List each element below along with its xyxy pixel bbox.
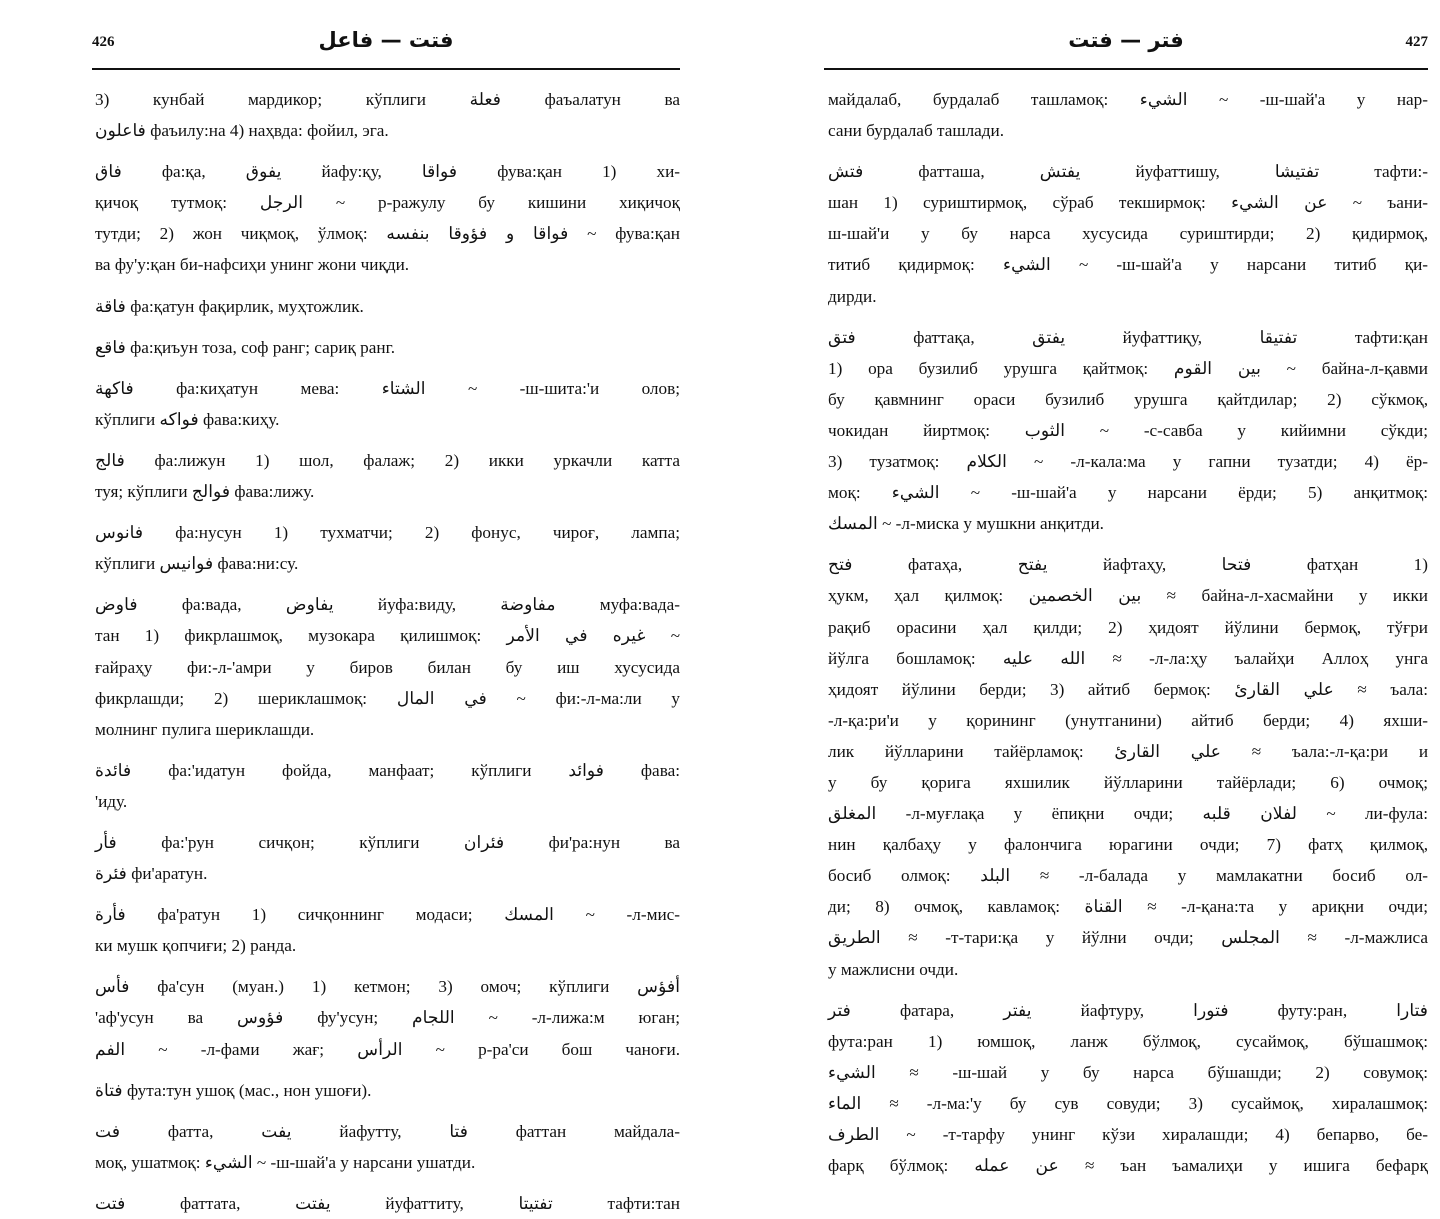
text-line: моқ, ушатмоқ: الشيء ~ -ш-шай'а у нарсани ушатди.	[95, 1152, 476, 1172]
text-line: فأس фа'сун (муан.) 1) кетмон; 3) омоч; кўплиги أفؤس	[95, 977, 680, 997]
right-page-number: 427	[1405, 34, 1428, 50]
text-line: бу қавмнинг ораси бузилиб урушга қайтдилар; 2) сўкмоқ,	[828, 389, 1428, 409]
text-line: فئرة фи'аратун.	[95, 864, 208, 884]
text-line: ғайраҳу фи:-л-'амри у биров билан бу иш хусусида	[95, 657, 680, 677]
text-line: фикрлашди; 2) шериклашмоқ: في المال ~ фи:-л-ма:ли у	[95, 688, 681, 708]
text-line: فأرة фа'ратун 1) сичқоннинг модаси; المسك ~ -л-мис-	[95, 905, 680, 925]
text-line: туя; кўплиги فوالج фава:лижу.	[95, 482, 315, 502]
text-line: فاقع фа:қиъун тоза, соф ранг; сариқ ранг.	[95, 337, 396, 357]
text-line: فانوس фа:нусун 1) тухматчи; 2) фонус, чироғ, лампа;	[95, 523, 680, 543]
text-line: فاوض фа:вада, يفاوض йуфа:виду, مفاوضة муфа:вада-	[95, 595, 680, 615]
text-line: المغلق -л-муғлақа у ёпиқни очди; لفلان قلبه ~ ли-фула:	[828, 804, 1428, 824]
text-line: الفم ~ -л-фами жағ; الرأس ~ р-ра'си бош чаноғи.	[95, 1039, 680, 1059]
text-line: у мажлисни очди.	[828, 959, 959, 979]
text-line: нин қалбаҳу у фалончига юрагини очди; 7) фатҳ қилмоқ,	[828, 835, 1428, 855]
left-page-number: 426	[92, 34, 115, 50]
text-line: ки мушк қопчиғи; 2) ранда.	[95, 936, 297, 956]
text-line: у бу қорига яхшилик йўлларини тайёрлади; 6) очмоқ;	[828, 772, 1428, 792]
text-line: فتح фатаҳа, يفتح йафтаҳу, فتحا фатҳан 1)	[828, 555, 1428, 575]
text-line: فتت фаттата, يفتت йуфаттиту, تفتيتا тафти:тан	[95, 1193, 680, 1213]
left-page-title: فتت — فاعل	[318, 28, 454, 52]
text-line: الشيء ≈ -ш-шай у бу нарса бўшашди; 2) совумоқ:	[828, 1062, 1428, 1082]
text-line: кўплиги فوانيس фава:ни:су.	[95, 554, 299, 574]
text-line: фарқ бўлмоқ: عن عمله ≈ ъан ъамалиҳи у ишига бефарқ	[828, 1156, 1428, 1176]
right-page-body	[828, 84, 1428, 1181]
text-line: فتر фатара, يفتر йафтуру, فتورا футу:ран, فتارا	[828, 1000, 1428, 1020]
left-page-header	[92, 28, 680, 70]
text-line: ди; 8) очмоқ, кавламоқ: القناة ≈ -л-қана:та у ариқни очди;	[828, 897, 1428, 917]
text-line: йўлга бошламоқ: الله عليه ≈ -л-ла:ҳу ъалайҳи Аллоҳ унга	[828, 648, 1429, 668]
text-line: ҳукм, ҳал қилмоқ: بين الخصمين ≈ байна-л-хаcмайни у икки	[828, 586, 1428, 606]
text-line: тан 1) фикрлашмоқ, музокара қилишмоқ: غيره في الأمر ~	[95, 626, 680, 646]
text-line: فت фатта, يفت йафутту, فتا фаттан майдала-	[95, 1121, 681, 1141]
left-page	[0, 0, 720, 1213]
text-line: الطريق ≈ -т-тари:қа у йўлни очди; المجلس ≈ -л-мажлиса	[828, 928, 1428, 948]
text-line: فاقة фа:қатун фақирлик, муҳтожлик.	[95, 296, 364, 316]
text-line: 'иду.	[95, 791, 128, 811]
text-line: дирди.	[828, 286, 877, 306]
text-line: лик йўлларини тайёрламоқ: علي القارئ ≈ ъала:-л-қа:ри и	[828, 741, 1429, 761]
text-line: майдалаб, бурдалаб ташламоқ: الشيء ~ -ш-шай'а у нар-	[828, 90, 1428, 109]
text-line: فأر фа:'рун сичқон; кўплиги فئران фи'ра:нун ва	[95, 832, 680, 852]
text-line: тутди; 2) жон чиқмоқ, ўлмоқ: فواقا و فؤوقا بنفسه ~ фува:қан	[95, 224, 680, 244]
text-line: моқ: الشيء ~ -ш-шай'а у нарсани ёрди; 5) анқитмоқ:	[828, 483, 1428, 503]
text-line: чокидан йиртмоқ: الثوب ~ -с-савба у кийимни сўкди;	[828, 420, 1428, 440]
right-page-title: فتر — فتت	[1068, 28, 1184, 52]
text-line: фута:ран 1) юмшоқ, ланж бўлмоқ, сусаймоқ, бўшашмоқ:	[828, 1031, 1428, 1051]
text-line: ш-шай'и у бу нарса хусусида суриштирди; 2) қидирмоқ,	[828, 224, 1428, 244]
text-line: فاكهة фа:киҳатун мева: الشتاء ~ -ш-шита:'и олов;	[95, 378, 680, 398]
text-line: рақиб орасини ҳал қилди; 2) ҳидоят йўлини бермоқ, тўғри	[828, 617, 1428, 637]
text-line: титиб қидирмоқ: الشيء ~ -ш-шай'а у нарсани титиб қи-	[828, 255, 1428, 275]
text-line: فتق фаттақа, يفتق йуфаттиқу, تفتيقا тафти:қан	[828, 327, 1428, 347]
text-line: فاعلون фаъилу:на 4) наҳвда: фойил, эга.	[95, 121, 389, 141]
right-page-header	[824, 28, 1428, 70]
text-line: 1) ора бузилиб урушга қайтмоқ: بين القوم ~ байна-л-қавми	[828, 358, 1429, 378]
text-line: шан 1) суриштирмоқ, сўраб текширмоқ: عن الشيء ~ ъани-	[828, 193, 1428, 213]
left-page-body	[95, 84, 680, 1219]
text-line: кўплиги فواكه фава:киҳу.	[95, 409, 280, 429]
text-line: -л-қа:ри'и у қорининг (унутганини) айтиб берди; 4) яхши-	[828, 710, 1428, 730]
text-line: المسك ~ -л-миска у мушкни анқитди.	[828, 514, 1104, 534]
text-line: الماء ≈ -л-ма:'у бу сув совуди; 3) сусаймоқ, хиралашмоқ:	[828, 1093, 1428, 1113]
text-line: فاق фа:қа, يفوق йафу:қу, فواقا фува:қан 1) хи-	[95, 162, 680, 182]
text-line: 3) тузатмоқ: الكلام ~ -л-кала:ма у гапни тузатди; 4) ёр-	[828, 452, 1428, 472]
text-line: 3) кунбай мардикор; кўплиги فعلة фаъалатун ва	[95, 90, 680, 109]
text-line: 'аф'усун ва فؤوس фу'усун; اللجام ~ -л-лижа:м юган;	[95, 1008, 681, 1028]
text-line: الطرف ~ -т-тарфу унинг кўзи хиралашди; 4) бепарво, бе-	[828, 1125, 1428, 1144]
text-line: فالج фа:лижун 1) шол, фалаж; 2) икки уркачли катта	[95, 450, 680, 470]
text-line: فائدة фа:'идатун фойда, манфаат; кўплиги فوائد фава:	[95, 760, 680, 780]
text-line: ҳидоят йўлини берди; 3) айтиб бермоқ: علي القارئ ≈ ъала:	[828, 679, 1429, 699]
text-line: ва фу'у:қан би-нафсиҳи унинг жони чиқди.	[95, 255, 410, 275]
text-line: босиб олмоқ: البلد ≈ -л-балада у мамлакатни босиб ол-	[828, 866, 1428, 886]
text-line: молнинг пулига шериклашди.	[95, 719, 315, 739]
right-page	[720, 0, 1440, 1176]
text-line: сани бурдалаб ташлади.	[828, 121, 1005, 141]
text-line: فتاة фута:тун ушоқ (мас., нон ушоғи).	[95, 1080, 372, 1100]
text-line: қичоқ тутмоқ: الرجل ~ р-ражулу бу кишини хиқичоқ	[95, 193, 680, 213]
text-line: فتش фатташа, يفتش йуфаттишу, تفتيشا тафти:-	[828, 162, 1428, 182]
